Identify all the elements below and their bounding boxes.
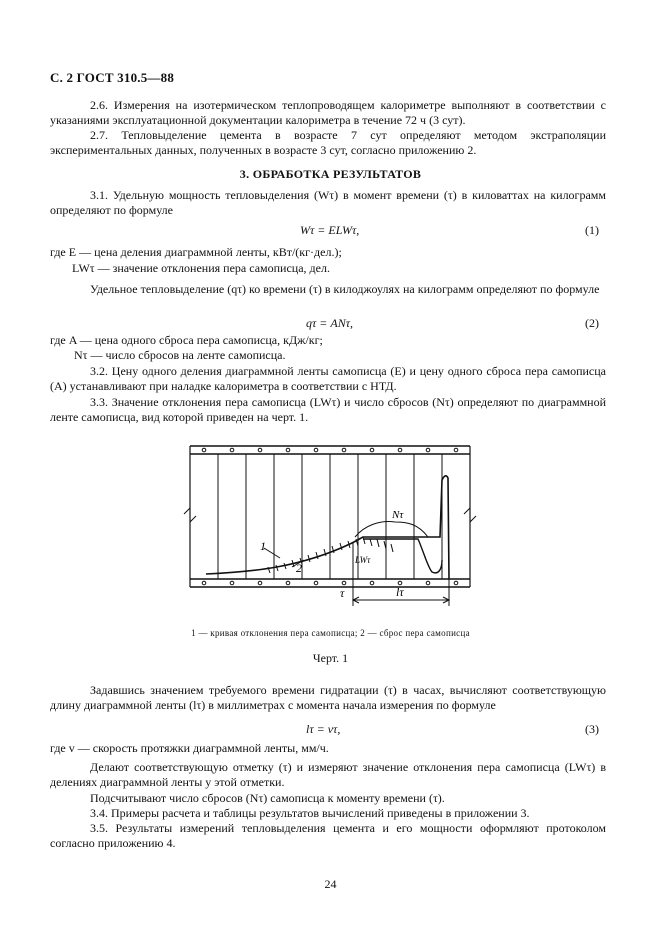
formula-2-number: (2)	[585, 316, 599, 330]
page-number: 24	[324, 877, 337, 891]
paragraph-heat: Удельное тепловыделение (qτ) ко времени (τ) в килоджоулях на килограмм определяют по формуле	[90, 282, 600, 296]
paragraph-3-3: 3.3. Значение отклонения пера самописца (LWτ) и число сбросов (Nτ) определяют по диаграммной ленте самописца, вид которой приведен на черт. 1.	[50, 395, 606, 424]
where-v: где v — скорость протяжки диаграммной ленты, мм/ч.	[50, 741, 329, 755]
recorder-chart-figure	[180, 410, 480, 622]
formula-3-number: (3)	[585, 722, 599, 736]
figure-title: Черт. 1	[312, 651, 349, 665]
where-n: Nτ — число сбросов на ленте самописца.	[74, 348, 286, 362]
paragraph-3-2: 3.2. Цену одного деления диаграммной ленты самописца (E) и цену одного сброса пера самописца (A) устанавливают при наладке калориметра в соответствии с НТД.	[50, 364, 606, 393]
figure-label-n: Nτ	[392, 509, 404, 521]
paragraph-2-6: 2.6. Измерения на изотермическом теплопроводящем калориметре выполняют в соответствии с указаниями эксплуатационной документации калориметра в течение 72 ч (3 сут).	[50, 98, 606, 127]
where-e: где E — цена деления диаграммной ленты, кВт/(кг·дел.);	[50, 245, 342, 259]
figure-caption: 1 — кривая отклонения пера самописца; 2 — сброс пера самописца	[191, 628, 470, 638]
paragraph-count: Подсчитывают число сбросов (Nτ) самописца к моменту времени (τ).	[90, 791, 445, 805]
figure-label-2: 2	[296, 561, 302, 575]
figure-label-1: 1	[260, 539, 266, 553]
formula-1-number: (1)	[585, 223, 599, 237]
formula-1: Wτ = ELWτ,	[300, 223, 360, 237]
figure-label-tau: τ	[340, 586, 345, 600]
paragraph-hydration: Задавшись значением требуемого времени гидратации (τ) в часах, вычисляют соответствующую длину диаграммной ленты (lτ) в миллиметрах с момента начала измерения по формуле	[50, 683, 606, 712]
figure-label-l: lτ	[396, 585, 404, 599]
section-title: 3. ОБРАБОТКА РЕЗУЛЬТАТОВ	[239, 167, 422, 181]
formula-3: lτ = vτ,	[306, 722, 341, 736]
paragraph-3-4: 3.4. Примеры расчета и таблицы результатов вычислений приведены в приложении 3.	[90, 806, 530, 820]
where-a: где A — цена одного сброса пера самописца, кДж/кг;	[50, 333, 323, 347]
paragraph-mark: Делают соответствующую отметку (τ) и измеряют значение отклонения пера самописца (LWτ) в делениях диаграммной ленты у этой отметки.	[50, 760, 606, 789]
where-lw: LWτ — значение отклонения пера самописца, дел.	[72, 261, 330, 275]
paragraph-3-5: 3.5. Результаты измерений тепловыделения цемента и его мощности оформляют протоколом согласно приложению 4.	[50, 821, 606, 850]
formula-2: qτ = ANτ,	[306, 316, 354, 330]
figure-label-lw: LWτ	[355, 555, 371, 565]
paragraph-3-1: 3.1. Удельную мощность тепловыделения (Wτ) в момент времени (τ) в киловаттах на килограмм определяют по формуле	[50, 188, 606, 217]
page-header: С. 2 ГОСТ 310.5—88	[50, 70, 175, 85]
paragraph-2-7: 2.7. Тепловыделение цемента в возрасте 7 сут определяют методом экстраполяции экспериментальных данных, полученных в возрасте 3 сут, согласно приложению 2.	[50, 128, 606, 157]
